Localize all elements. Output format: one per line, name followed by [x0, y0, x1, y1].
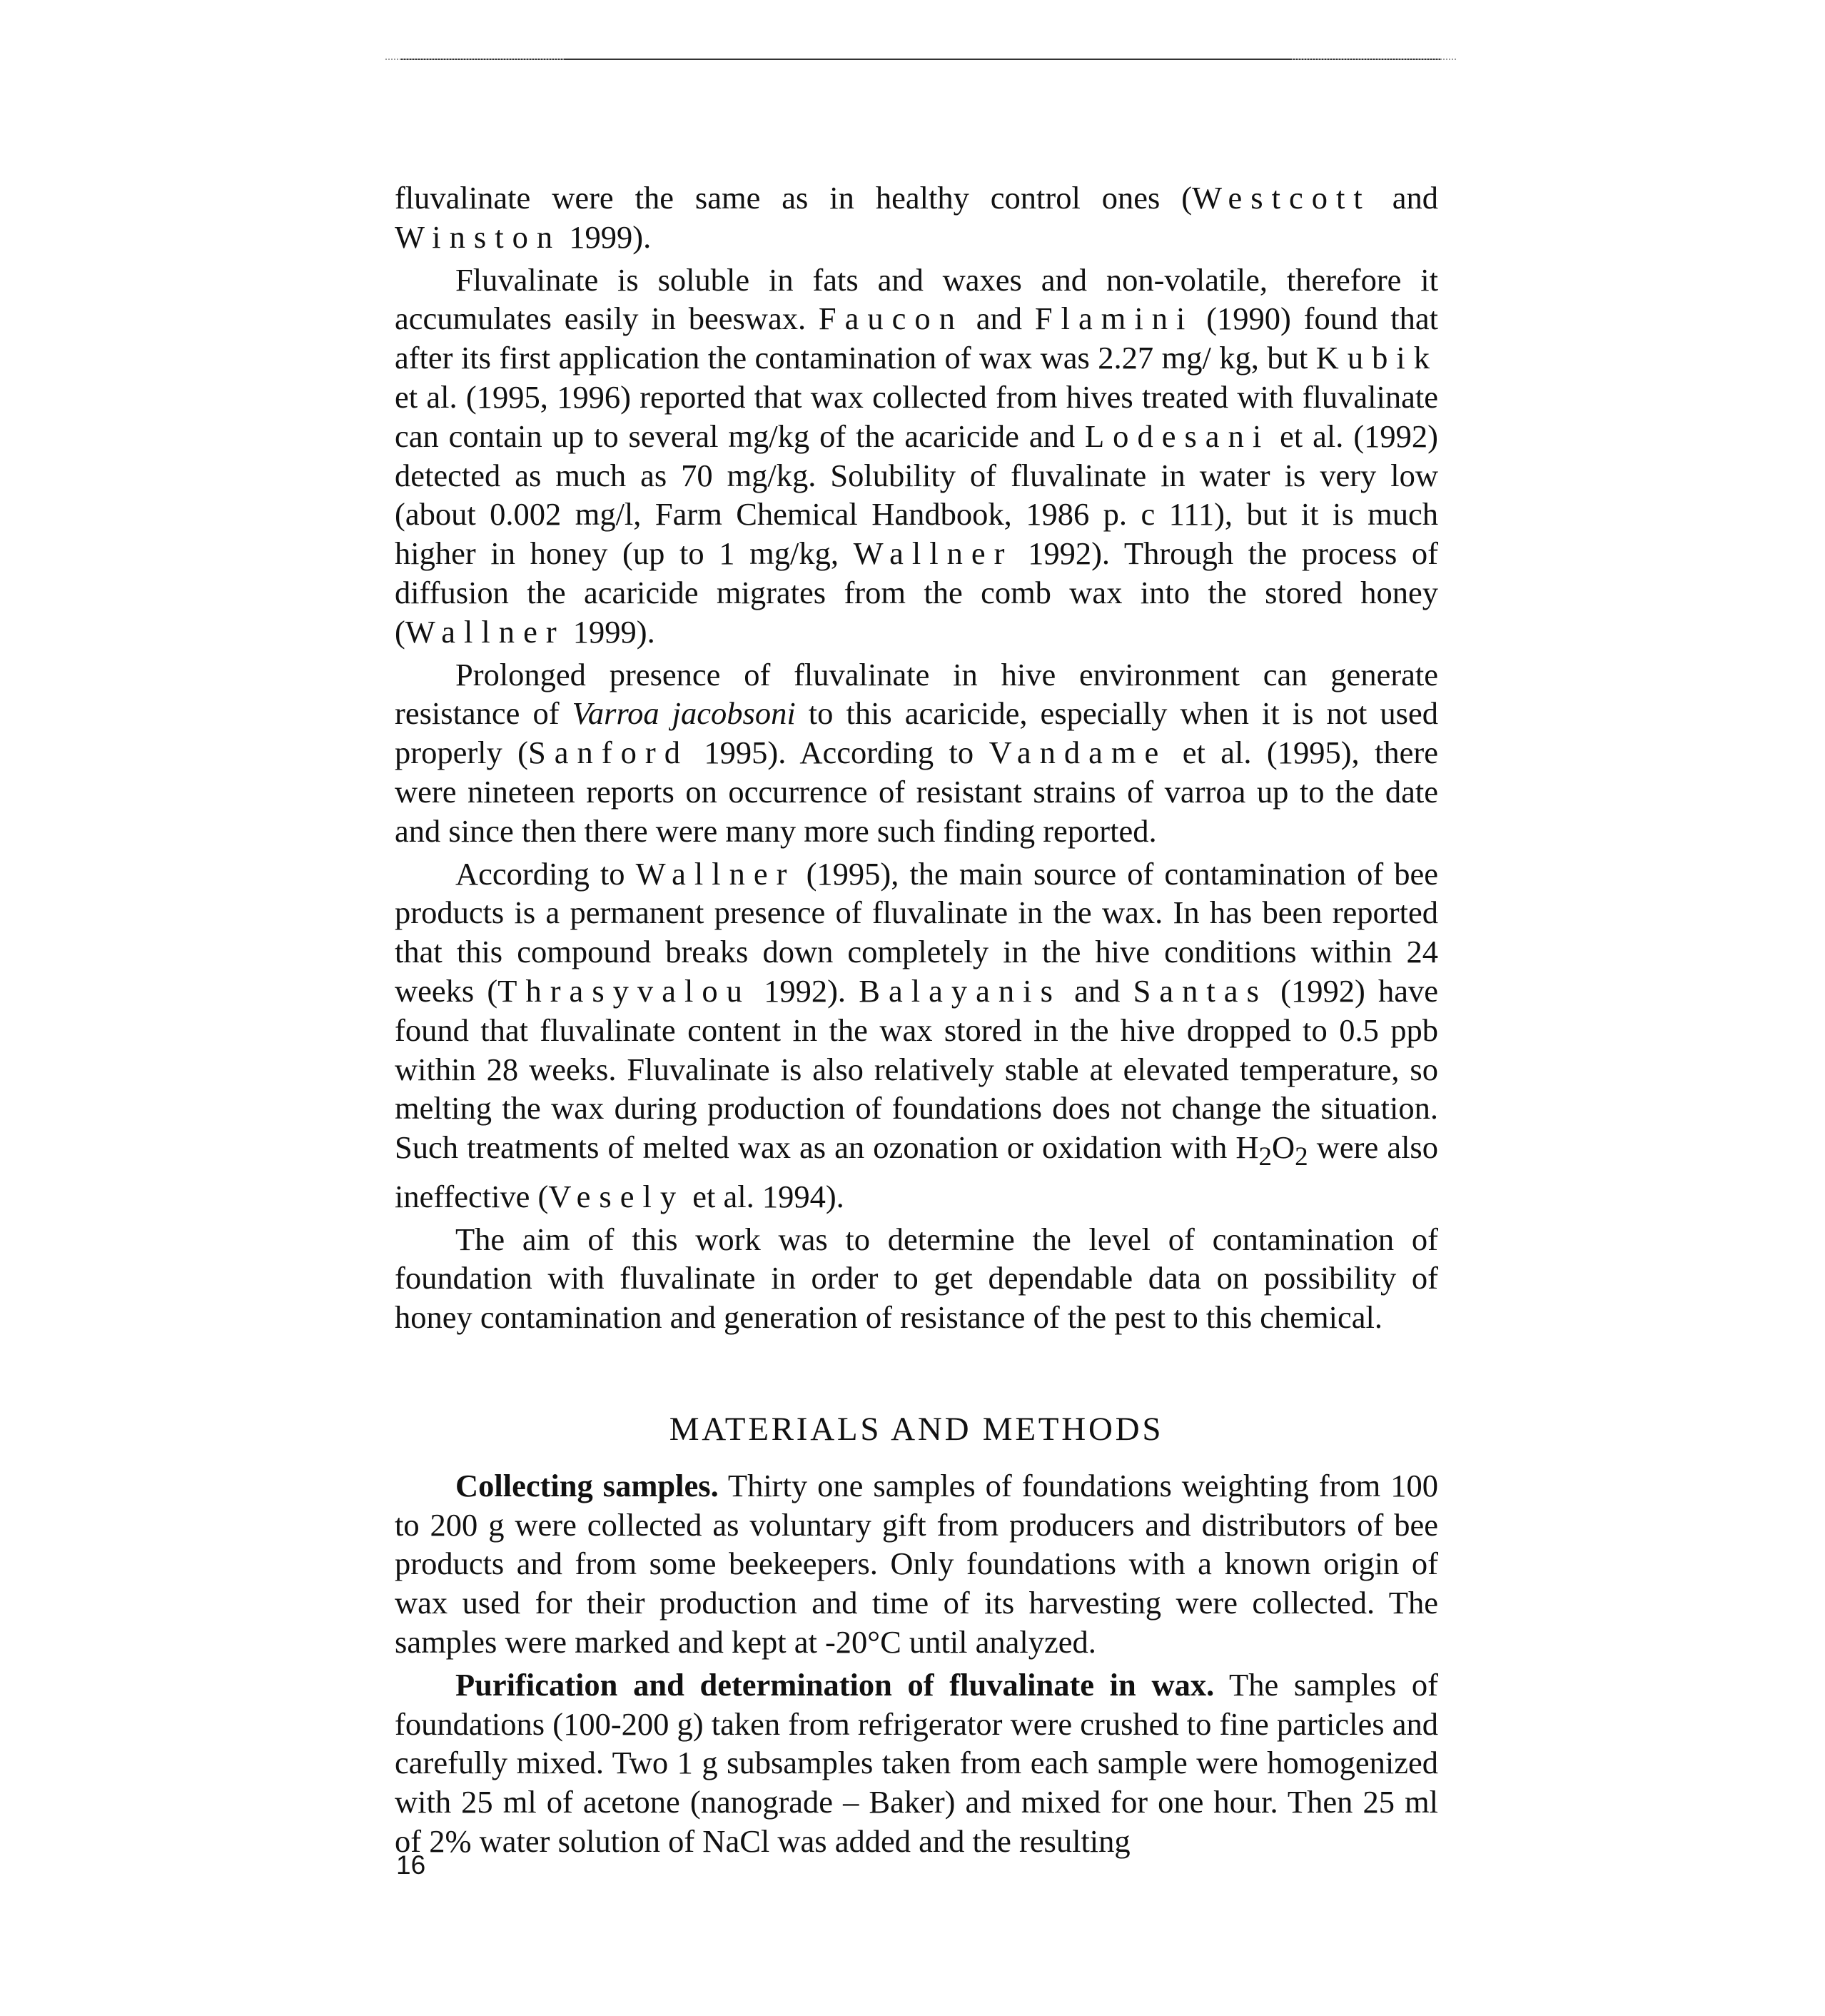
paragraph-3: Prolonged presence of fluvalinate in hive environment can generate resistance of Varroa jacobsoni to this acaricide, especially when it is not used properly (Sanford 1995). According to Vandame et al. (1995), there were nineteen reports on occurrence of resistant strains of varroa up to the date and since then there were many more such finding reported. [395, 656, 1438, 849]
author-name: Flamini [1034, 301, 1194, 337]
faint-rule-right [1292, 59, 1456, 60]
author-name: Wallner [635, 855, 796, 892]
species-name: Varroa jacobsoni [572, 695, 796, 732]
run-in-heading: Purification and determination of fluvalinate in wax. [455, 1666, 1215, 1703]
paragraph-5: The aim of this work was to determine the level of contamination of foundation with fluvalinate in order to get dependable data on possibility of honey contamination and generation of resistance of the pest to this chemical. [395, 1221, 1438, 1336]
paragraph-purification: Purification and determination of fluvalinate in wax. The samples of foundations (100-200 g) taken from refrigerator were crushed to fine particles and carefully mixed. Two 1 g subsamples taken from each sample were homogenized with 25 ml of acetone (nanograde – Baker) and mixed for one hour. Then 25 ml of 2% water solution of NaCl was added and the resulting [395, 1666, 1438, 1859]
author-name: Westcott [1192, 180, 1371, 216]
body-text [395, 178, 1438, 1865]
author-name: Faucon [818, 301, 964, 337]
author-name: Balayanis [859, 972, 1061, 1009]
author-name: Wallner [853, 535, 1013, 572]
author-name: Sanford [528, 735, 689, 771]
top-rule [400, 59, 1442, 60]
paragraph-collecting-samples: Collecting samples. Thirty one samples of foundations weighting from 100 to 200 g were collected as voluntary gift from producers and distributors of bee products and from some beekeepers. Only foundations with a known origin of wax used for their production and time of its harvesting were collected. The samples were marked and kept at -20°C until analyzed. [395, 1467, 1438, 1660]
page-number: 16 [396, 1850, 426, 1880]
author-name: Winston [395, 218, 562, 255]
subscript: 2 [1258, 1142, 1273, 1172]
author-name: Wallner [405, 613, 565, 650]
section-heading: MATERIALS AND METHODS [669, 1411, 1164, 1448]
author-name: Lodesani [1084, 418, 1270, 454]
author-name: Vandame [989, 735, 1168, 771]
author-name: Santas [1133, 972, 1268, 1009]
author-name: Thrasyvalou [497, 972, 751, 1009]
paragraph-2: Fluvalinate is soluble in fats and waxes and non-volatile, therefore it accumulates easily in beeswax. Faucon and Flamini (1990) found that after its first application the contamination of wax was 2.27 mg/ kg, but Kubik et al. (1995, 1996) reported that wax collected from hives treated with fluvalinate can contain up to several mg/kg of the acaricide and Lodesani et al. (1992) detected as much as 70 mg/kg. Solubility of fluvalinate in water is very low (about 0.002 mg/l, Farm Chemical Handbook, 1986 p. c 111), but it is much higher in honey (up to 1 mg/kg, Wallner 1992). Through the process of diffusion the acaricide migrates from the comb wax into the stored honey (Wallner 1999). [395, 261, 1438, 650]
author-name: Vesely [548, 1178, 685, 1214]
subscript: 2 [1295, 1142, 1308, 1172]
faint-rule-left [385, 59, 564, 60]
author-name: Kubik [1315, 340, 1438, 376]
paragraph-1: fluvalinate were the same as in healthy control ones (Westcott and Winston 1999). [395, 180, 1438, 255]
run-in-heading: Collecting samples. [455, 1467, 719, 1503]
paragraph-4: According to Wallner (1995), the main source of contamination of bee products is a permanent presence of fluvalinate in the wax. In has been reported that this compound breaks down completely in the hive conditions within 24 weeks (Thrasyvalou 1992). Balayanis and Santas (1992) have found that fluvalinate content in the wax stored in the hive dropped to 0.5 ppb within 28 weeks. Fluvalinate is also relatively stable at elevated temperature, so melting the wax during production of foundations does not change the situation. Such treatments of melted wax as an ozonation or oxidation with $H_2O_2$ were also ineffective (Vesely et al. 1994). [395, 855, 1439, 1214]
